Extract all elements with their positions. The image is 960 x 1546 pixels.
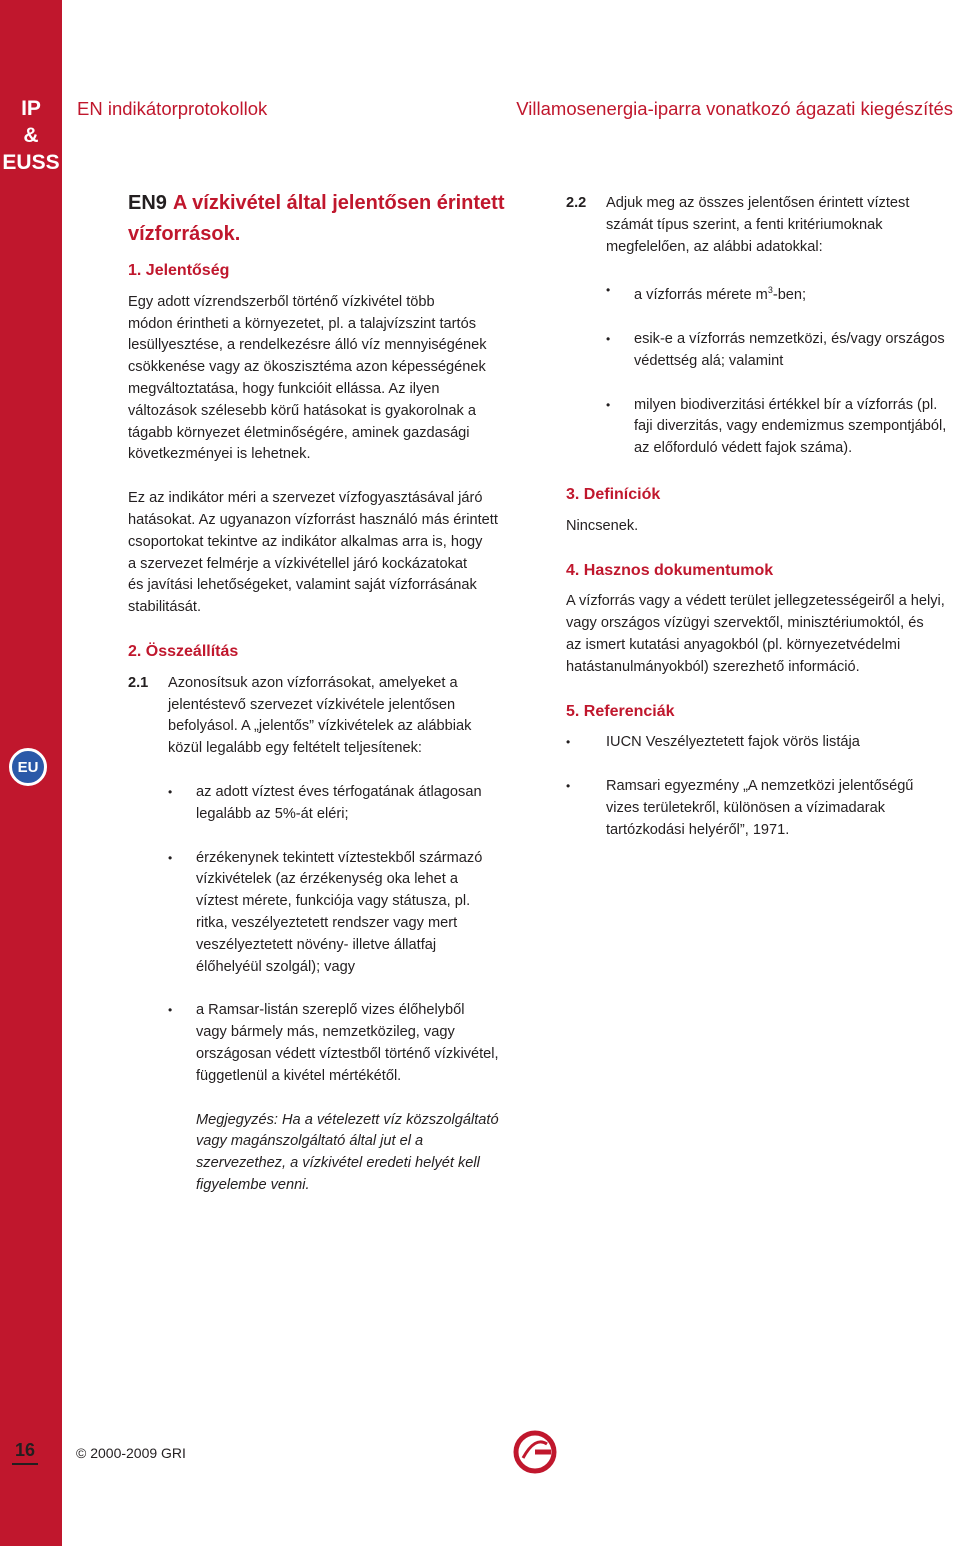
s1-line: a szervezet felmérje a vízkivétellel járó kockázatokat (128, 555, 468, 572)
bullet-line: esik-e a vízforrás nemzetközi, és/vagy országos (634, 331, 945, 348)
item-line: közül legalább egy feltételt teljesítenek: (168, 740, 422, 757)
s4-line: hatástanulmányokból) szerezhető információ. (566, 658, 860, 675)
item-line: számát típus szerint, a fenti kritériumoknak (606, 216, 883, 233)
reference-line: IUCN Veszélyeztetett fajok vörös listája (606, 734, 860, 751)
bullet-item (168, 1000, 528, 1087)
note-line: szervezethez, a vízkivétel eredeti helyét kell (196, 1155, 480, 1172)
s1-line: csoportokat tekintve az indikátor alkalmas arra is, hogy (128, 533, 483, 550)
numbered-item-2-1 (128, 673, 528, 760)
section-1-heading: 1. Jelentőség (128, 262, 230, 279)
indicator-code: EN9 (128, 192, 167, 214)
note-line: vagy magánszolgáltató által jut el a (196, 1133, 424, 1150)
sidebar-mark-line: & (23, 124, 39, 147)
s1-paragraph-b (128, 488, 528, 619)
s1-line: változások szélesebb körű hatásokat is gyakorolnak a (128, 402, 477, 419)
bullet-line: vízkivételek (az érzékenység oka lehet a (196, 871, 459, 888)
s1-line: stabilitását. (128, 599, 202, 616)
item-line: megfelelően, az alábbi adatokkal: (606, 238, 823, 255)
bullet-line: érzékenynek tekintett víztestekből származó (196, 849, 483, 866)
s1-line: következményei is lehetnek. (128, 446, 311, 463)
item-line: jelentéstevő szervezet vízkivétele jelentősen (168, 696, 456, 713)
indicator-title-line1: A vízkivétel által jelentősen érintett (172, 192, 505, 214)
s1-line: csökkenése vagy az ökoszisztéma azon képességének (128, 359, 486, 376)
indicator-title-line2: vízforrások. (128, 223, 241, 245)
s4-paragraph (566, 591, 956, 678)
s1-line: Ez az indikátor méri a szervezet vízfogyasztásával járó (128, 490, 483, 507)
bullet-line: faji diverzitás, vagy endemizmus szempontjából, (634, 418, 947, 435)
bullet-line (634, 287, 806, 303)
bullet-line: az adott víztest éves térfogatának átlagosan (196, 783, 482, 800)
s1-paragraph-a (128, 292, 528, 466)
reference-line: Ramsari egyezmény „A nemzetközi jelentőségű (606, 778, 914, 795)
s4-line: az ismert kutatási anyagokból (pl. környezetvédelmi (566, 637, 901, 654)
bullet-line: legalább az 5%-át eléri; (196, 805, 349, 822)
sidebar-mark-line: EUSS (2, 151, 60, 174)
item-line: Adjuk meg az összes jelentősen érintett víztest (606, 195, 910, 211)
reference-line: tartózkodási helyéről”, 1971. (606, 821, 790, 838)
page-number: 16 (12, 1440, 38, 1465)
s4-line: vagy országos vízügyi szervektől, minisztériumoktól, és (566, 615, 924, 632)
header-left-title: EN indikátorprotokollok (77, 98, 268, 119)
s4-line: A vízforrás vagy a védett terület jellegzetességeiről a helyi, (566, 593, 945, 610)
eu-badge-icon (9, 748, 47, 786)
item-number: 2.2 (566, 195, 587, 211)
right-column (566, 193, 956, 842)
bullet-line: a Ramsar-listán szereplő vizes élőhelyből (196, 1002, 465, 1019)
note-paragraph (196, 1110, 528, 1197)
bullet-line: vagy bármely más, nemzetközileg, vagy (196, 1024, 455, 1041)
bullet-line: országosan védett víztestből történő vízkivétel, (196, 1045, 499, 1062)
s1-line: és javítási lehetőségeket, valamint saját vízforrásának (128, 577, 477, 594)
indicator-title (128, 188, 528, 250)
s1-line: hatásokat. Az ugyanazon vízforrást használó más érintett (128, 511, 498, 528)
bullet-line: az előforduló védett fajok száma). (634, 440, 853, 457)
header-right-title: Villamosenergia-iparra vonatkozó ágazati kiegészítés (516, 98, 953, 119)
s1-line: megváltoztatása, hogy funkcióit ellássa. Az ilyen (128, 380, 440, 397)
item-line: Azonosítsuk azon vízforrásokat, amelyeket a (168, 674, 458, 691)
item-number: 2.1 (128, 674, 149, 691)
reference-item (566, 776, 956, 841)
reference-line: vizes területekről, különösen a vízimadarak (606, 800, 886, 816)
bullet-line: élőhelyéül szolgál); vagy (196, 958, 355, 975)
section-5-heading: 5. Referenciák (566, 702, 675, 720)
left-column (128, 188, 528, 1197)
copyright-text: © 2000-2009 GRI (76, 1445, 186, 1461)
bullet-line: veszélyeztetett növény- illetve állatfaj (196, 936, 437, 953)
bullet-item (168, 782, 528, 826)
bullet-superscript: 3 (767, 285, 773, 296)
bullet-line: víztest mérete, funkciója vagy státusza, pl. (196, 893, 471, 910)
note-line: figyelembe venni. (196, 1176, 310, 1193)
s3-text: Nincsenek. (566, 517, 639, 534)
sidebar-mark (0, 95, 62, 176)
sidebar-band (0, 0, 62, 1546)
item-line: befolyásol. A „jelentős” vízkivételek az alábbiak (168, 718, 472, 735)
item-body (168, 673, 471, 760)
s1-line: tágabb környezet életminőségére, aminek gazdasági (128, 424, 470, 441)
reference-item (566, 732, 956, 754)
bullet-item (168, 848, 528, 979)
gri-logo-icon (513, 1430, 557, 1474)
eu-badge-label: EU (17, 759, 39, 776)
bullet-line: védettség alá; valamint (634, 352, 784, 369)
bullet-item (606, 329, 956, 373)
bullet-line: függetlenül a kivétel mértékétől. (196, 1067, 402, 1084)
section-3-heading: 3. Definíciók (566, 486, 661, 504)
s1-line: módon érintheti a környezetet, pl. a talajvízszint tartós (128, 315, 476, 332)
bullet-item (606, 280, 956, 307)
sidebar-mark-line: IP (21, 97, 41, 120)
s1-line: lesüllyesztése, a rendelkezésre álló víz mennyiségének (128, 337, 487, 354)
bullet-line: ritka, veszélyeztetett rendszer vagy mert (196, 914, 458, 931)
item-body (606, 193, 909, 258)
section-2-heading: 2. Összeállítás (128, 642, 239, 660)
bullet-text-pre: a vízforrás mérete m (634, 287, 768, 304)
numbered-item-2-2 (566, 193, 956, 258)
bullet-line: milyen biodiverzitási értékkel bír a vízforrás (pl. (634, 396, 938, 413)
bullet-item (606, 395, 956, 460)
note-line: Megjegyzés: Ha a vételezett víz közszolgáltató (196, 1111, 499, 1128)
s1-line: Egy adott vízrendszerből történő vízkivétel több (128, 293, 435, 310)
bullet-text-post: -ben; (772, 287, 807, 304)
section-4-heading: 4. Hasznos dokumentumok (566, 561, 774, 579)
